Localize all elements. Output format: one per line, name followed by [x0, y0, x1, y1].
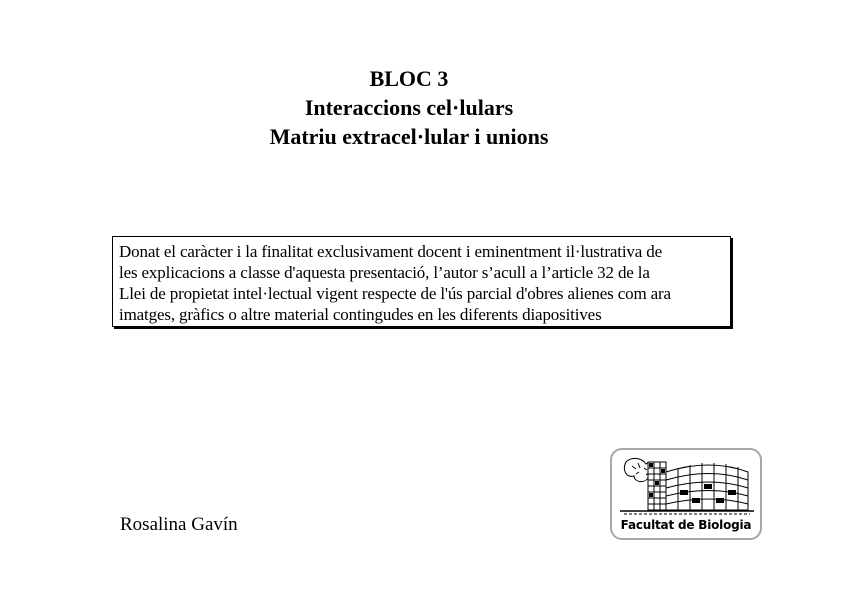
- faculty-building-icon: [620, 454, 754, 516]
- page-title: [0, 64, 818, 151]
- logo-caption: Facultat de Biologia: [620, 518, 752, 532]
- title-line-bloc: BLOC 3: [369, 66, 449, 91]
- title-line-subtopic: Matriu extracel·lular i unions: [269, 124, 549, 149]
- notice-line: Llei de propietat intel·lectual vigent respecte de l'ús parcial d'obres alienes com ara: [119, 284, 671, 303]
- author-name: Rosalina Gavín: [120, 514, 238, 535]
- faculty-logo: [610, 448, 762, 540]
- notice-line: Donat el caràcter i la finalitat exclusivament docent i eminentment il·lustrativa de: [119, 242, 662, 261]
- notice-line: les explicacions a classe d'aquesta presentació, l’autor s’acull a l’article 32 de la: [119, 263, 650, 282]
- title-line-topic: Interaccions cel·lulars: [304, 95, 514, 120]
- notice-line: imatges, gràfics o altre material contingudes en les diferents diapositives: [119, 305, 602, 324]
- copyright-notice-box: [112, 236, 731, 327]
